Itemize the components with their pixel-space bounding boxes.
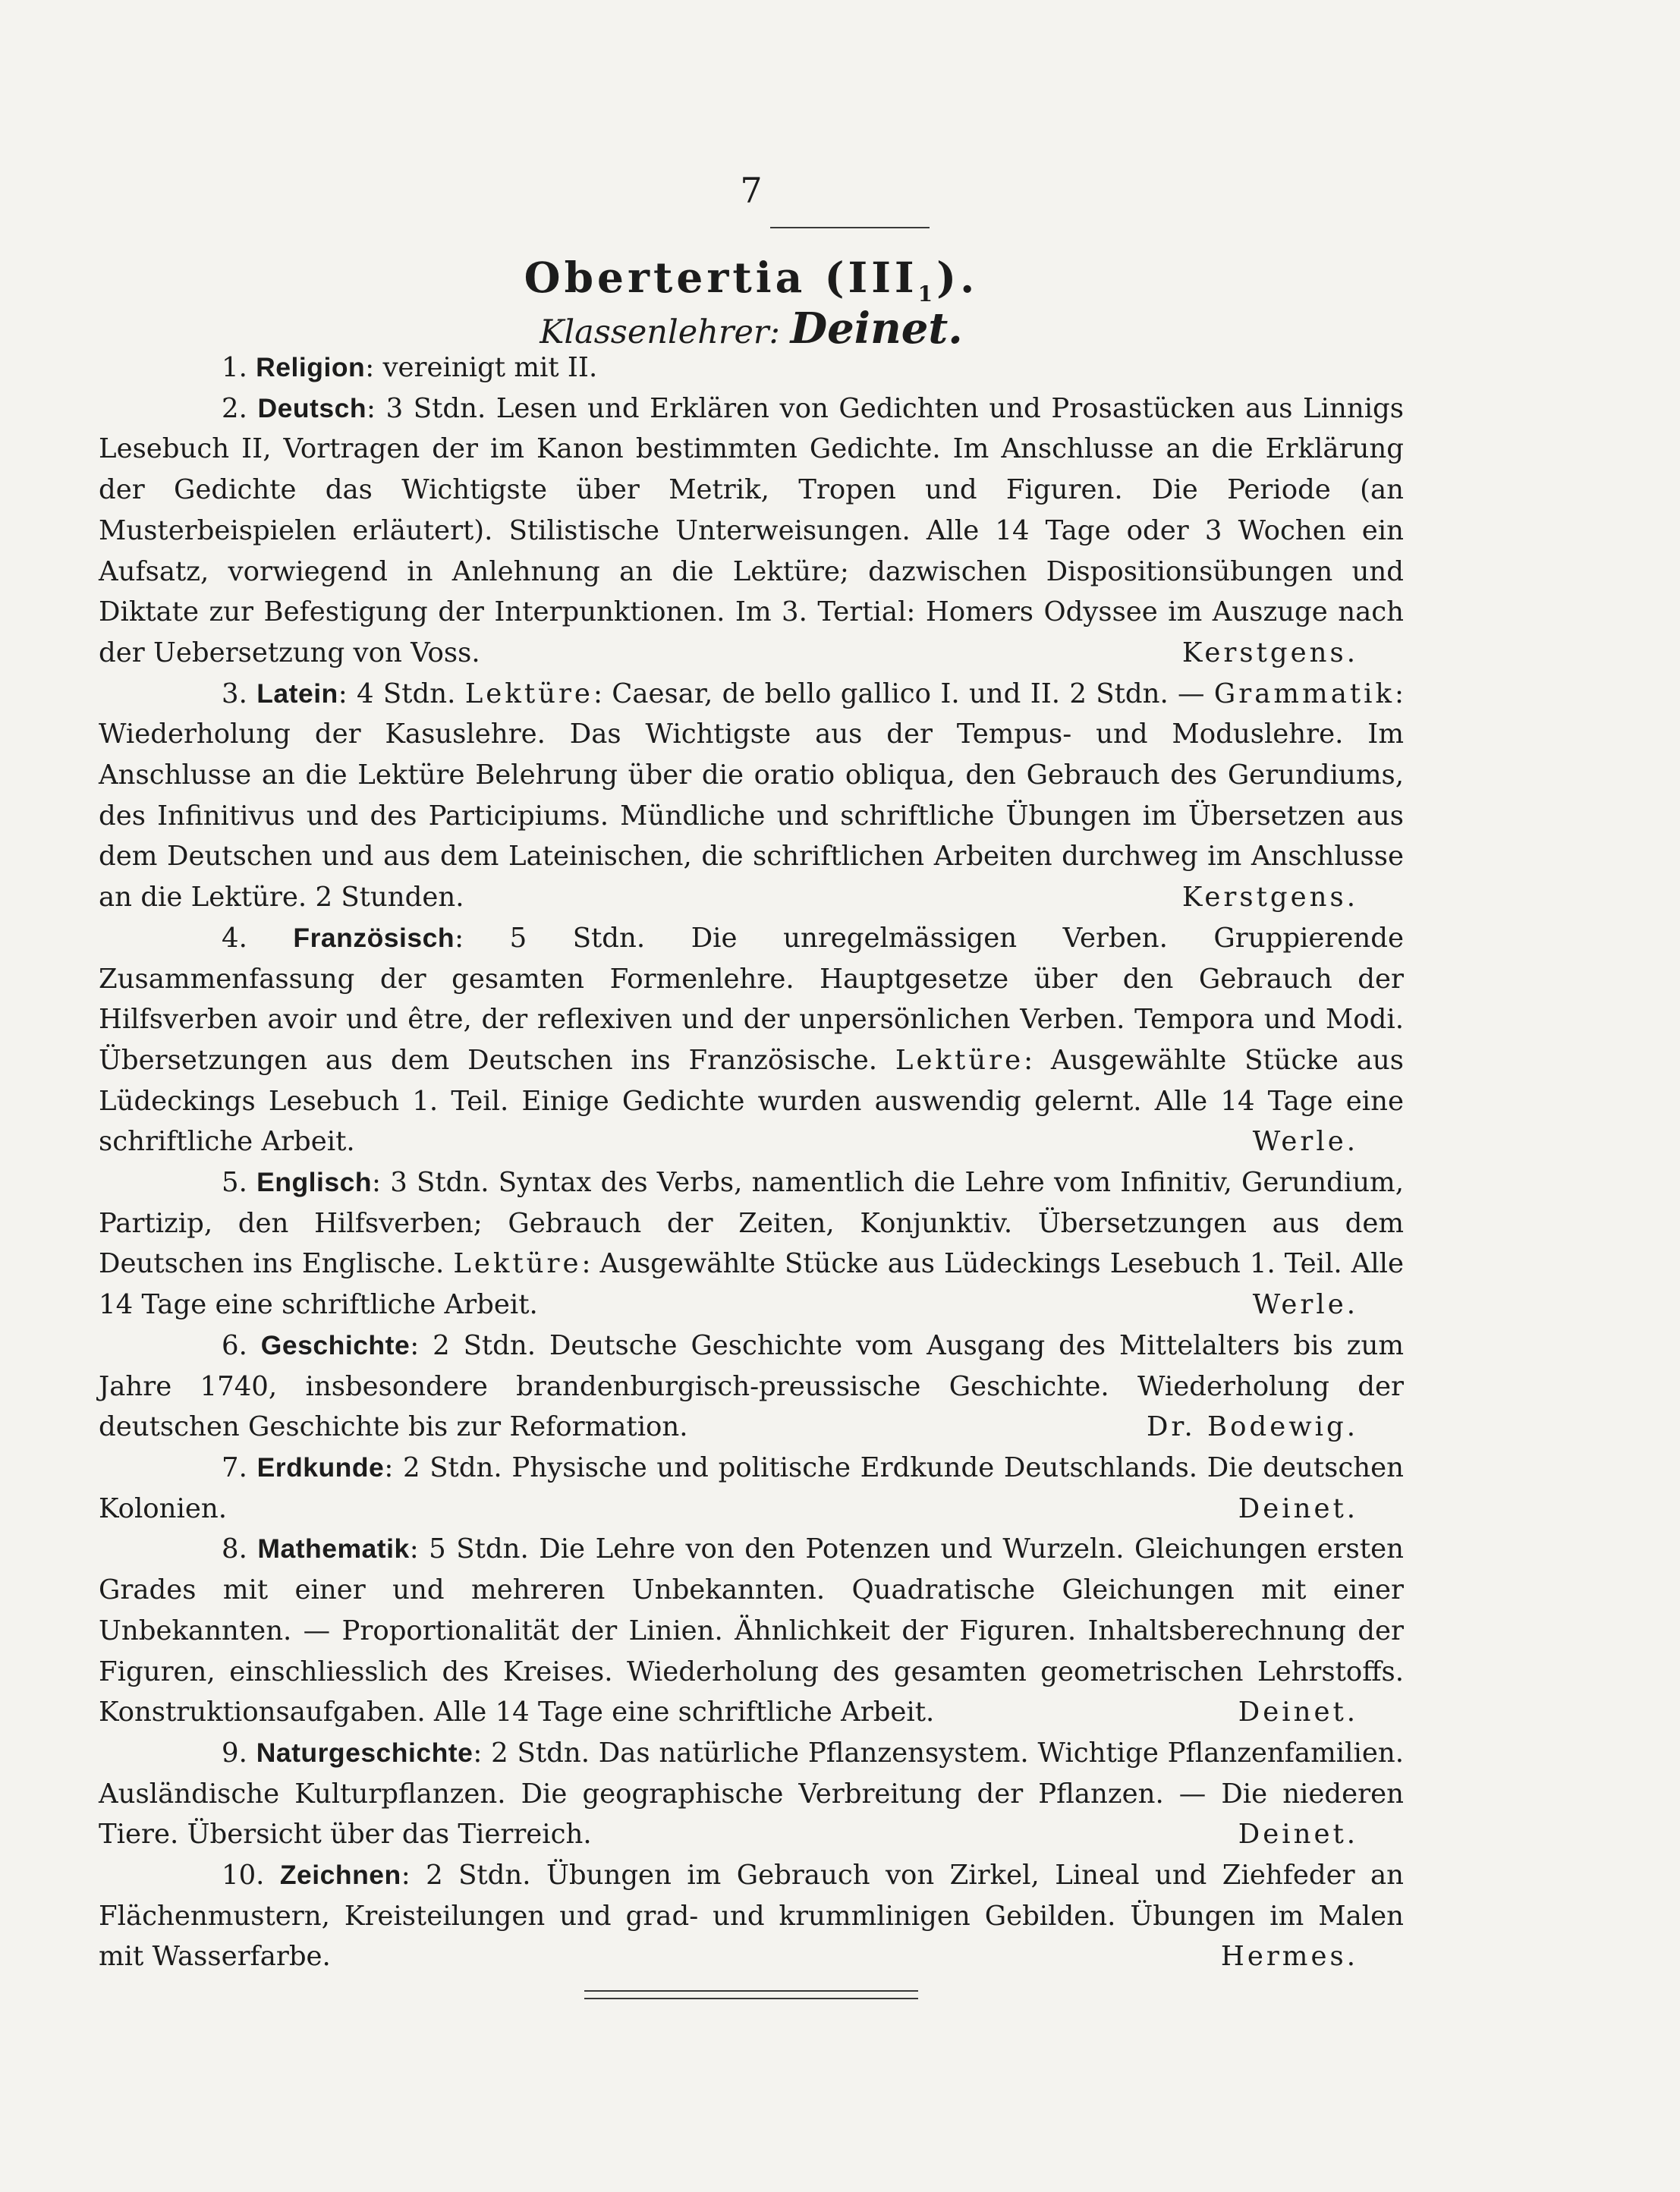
footer-double-rule bbox=[584, 1990, 918, 1999]
subject-entry-naturgeschichte: 9. Naturgeschichte: 2 Stdn. Das natürliche Pflanzensystem. Wichtige Pflanzenfamilien. Ausländische Kulturpflanzen. Die geographische Verbreitung der Pflanzen. — Die niederen Tiere. Übersicht über das Tierreich. Deinet. bbox=[99, 1733, 1404, 1855]
entry-text: : Wiederholung der Kasuslehre. Das Wichtigste aus der Tempus- und Moduslehre. Im Anschlusse an die Lektüre Belehrung über die oratio obliqua, den Gebrauch des Gerundiums, des Infinitivus und des Participiums. Mündliche und schriftliche Übungen im Übersetzen aus dem Deutschen und aus dem Lateinischen, die schriftlichen Arbeiten durchweg im Anschlusse an die Lektüre. 2 Stunden. bbox=[99, 678, 1404, 914]
class-teacher-name: Deinet. bbox=[790, 303, 963, 354]
entry-text: 2 Stdn. Deutsche Geschichte vom Ausgang des Mittelalters bis zum Jahre 1740, insbesondere brandenburgisch-preussische Geschichte. Wiederholung der deutschen Geschichte bis zur Reformation. bbox=[99, 1329, 1404, 1443]
subject-entry-englisch: 5. Englisch: 3 Stdn. Syntax des Verbs, namentlich die Lehre vom Infinitiv, Gerundium, Partizip, den Hilfsverben; Gebrauch der Zeiten, Konjunktiv. Übersetzungen aus dem Deutschen ins Englische. Lektüre: Ausgewählte Stücke aus Lüdeckings Lesebuch 1. Teil. Alle 14 Tage eine schriftliche Arbeit. Werle. bbox=[99, 1162, 1404, 1326]
entry-text: 5 Stdn. Die Lehre von den Potenzen und Wurzeln. Gleichungen ersten Grades mit einer und mehreren Unbekannten. Quadratische Gleichungen mit einer Unbekannten. — Proportionalität der Linien. Ähnlichkeit der Figuren. Inhaltsberechnung der Figuren, einschliesslich des Kreises. Wiederholung des gesamten geometrischen Lehrstoffs. Konstruktionsaufgaben. Alle 14 Tage eine schriftliche Arbeit. bbox=[99, 1533, 1404, 1728]
entry-label: Lektüre bbox=[895, 1044, 1024, 1076]
entry-number: 4. bbox=[222, 922, 247, 954]
subject-name: Mathematik bbox=[257, 1533, 410, 1565]
subject-list bbox=[99, 348, 1404, 1977]
teacher-name: Kerstgens. bbox=[1181, 882, 1358, 914]
subject-name: Geschichte bbox=[260, 1329, 411, 1360]
entry-number: 8. bbox=[222, 1533, 247, 1565]
subject-entry-erdkunde: 7. Erdkunde: 2 Stdn. Physische und politische Erdkunde Deutschlands. Die deutschen Kolonien. Deinet. bbox=[99, 1448, 1404, 1529]
teacher-name: Deinet. bbox=[1238, 1819, 1358, 1851]
subject-entry-mathematik: 8. Mathematik: 5 Stdn. Die Lehre von den Potenzen und Wurzeln. Gleichungen ersten Grades mit einer und mehreren Unbekannten. Quadratische Gleichungen mit einer Unbekannten. — Proportionalität der Linien. Ähnlichkeit der Figuren. Inhaltsberechnung der Figuren, einschliesslich des Kreises. Wiederholung des gesamten geometrischen Lehrstoffs. Konstruktionsaufgaben. Alle 14 Tage eine schriftliche Arbeit. Deinet. bbox=[99, 1529, 1404, 1733]
class-title-subscript: 1 bbox=[917, 281, 937, 307]
entry-text: : Ausgewählte Stücke aus Lüdeckings Lesebuch 1. Teil. Einige Gedichte wurden auswendig gelernt. Alle 14 Tage eine schriftliche Arbeit. bbox=[99, 1044, 1404, 1158]
class-title: Obertertia (III bbox=[524, 253, 918, 302]
teacher-name: Dr. Bodewig. bbox=[1146, 1411, 1358, 1443]
entry-label: Lektüre bbox=[464, 678, 593, 709]
entry-number: 3. bbox=[222, 678, 247, 709]
entry-number: 2. bbox=[222, 392, 247, 424]
subject-name: Naturgeschichte bbox=[256, 1737, 473, 1768]
entry-text: 3 Stdn. Lesen und Erklären von Gedichten und Prosastücken aus Linnigs Lesebuch II, Vortragen der im Kanon bestimmten Gedichte. Im Anschlusse an die Erklärung der Gedichte das Wichtigste über Metrik, Tropen und Figuren. Die Periode (an Musterbeispielen erläutert). Stilistische Unterweisungen. Alle 14 Tage oder 3 Wochen ein Aufsatz, vorwiegend in Anlehnung an die Lektüre; dazwischen Dispositionsübungen und Diktate zur Befestigung der Interpunktionen. Im 3. Tertial: Homers Odyssee im Auszuge nach der Uebersetzung von Voss. bbox=[99, 392, 1404, 668]
entry-text: 4 Stdn. bbox=[357, 678, 456, 709]
entry-number: 1. bbox=[222, 352, 247, 383]
entry-number: 6. bbox=[222, 1329, 247, 1361]
class-title-close: ). bbox=[936, 253, 979, 302]
entry-number: 7. bbox=[222, 1451, 247, 1483]
subject-entry-geschichte: 6. Geschichte: 2 Stdn. Deutsche Geschichte vom Ausgang des Mittelalters bis zum Jahre 1740, insbesondere brandenburgisch-preussische Geschichte. Wiederholung der deutschen Geschichte bis zur Reformation. Dr. Bodewig. bbox=[99, 1326, 1404, 1448]
entry-number: 10. bbox=[222, 1860, 265, 1892]
teacher-name: Werle. bbox=[1252, 1289, 1358, 1321]
entry-number: 9. bbox=[222, 1737, 247, 1769]
subject-entry-franzoesisch: 4. Französisch: 5 Stdn. Die unregelmässigen Verben. Gruppierende Zusammenfassung der gesamten Formenlehre. Hauptgesetze über den Gebrauch der Hilfsverben avoir und être, der reflexiven und der unpersönlichen Verben. Tempora und Modi. Übersetzungen aus dem Deutschen ins Französische. Lektüre: Ausgewählte Stücke aus Lüdeckings Lesebuch 1. Teil. Einige Gedichte wurden auswendig gelernt. Alle 14 Tage eine schriftliche Arbeit. Werle. bbox=[99, 918, 1404, 1162]
teacher-name: Deinet. bbox=[1238, 1492, 1358, 1524]
subject-name: Französisch bbox=[293, 922, 455, 953]
class-teacher-line bbox=[99, 303, 1404, 354]
header-rule bbox=[770, 227, 930, 228]
subject-name: Erdkunde bbox=[256, 1451, 385, 1483]
subject-name: Latein bbox=[256, 678, 338, 709]
subject-entry-latein: 3. Latein: 4 Stdn. Lektüre: Caesar, de bello gallico I. und II. 2 Stdn. — Grammatik: Wiederholung der Kasuslehre. Das Wichtigste aus der Tempus- und Moduslehre. Im Anschlusse an die Lektüre Belehrung über die oratio obliqua, den Gebrauch des Gerundiums, des Infinitivus und des Participiums. Mündliche und schriftliche Übungen im Übersetzen aus dem Deutschen und aus dem Lateinischen, die schriftlichen Arbeiten durchweg im Anschlusse an die Lektüre. 2 Stunden. Kerstgens. bbox=[99, 674, 1404, 918]
subject-name: Deutsch bbox=[257, 392, 367, 423]
subject-entry-religion: 1. Religion: vereinigt mit II. bbox=[222, 352, 598, 383]
subject-name: Religion bbox=[256, 352, 366, 382]
class-heading bbox=[99, 253, 1404, 307]
entry-text: 5 Stdn. Die unregelmässigen Verben. Gruppierende Zusammenfassung der gesamten Formenlehre. Hauptgesetze über den Gebrauch der Hilfsverben avoir und être, der reflexiven und der unpersönlichen Verben. Tempora und Modi. Übersetzungen aus dem Deutschen ins Französische. bbox=[99, 922, 1404, 1076]
subject-entry-zeichnen: 10. Zeichnen: 2 Stdn. Übungen im Gebrauch von Zirkel, Lineal und Ziehfeder an Flächenmustern, Kreisteilungen und grad- und krummlinigen Gebilden. Übungen im Malen mit Wasserfarbe. Hermes. bbox=[99, 1855, 1404, 1977]
subject-name: Englisch bbox=[256, 1167, 373, 1198]
entry-label: Grammatik bbox=[1213, 678, 1395, 709]
class-teacher-label: Klassenlehrer: bbox=[540, 313, 780, 351]
entry-text: 3 Stdn. Syntax des Verbs, namentlich die Lehre vom Infinitiv, Gerundium, Partizip, den Hilfsverben; Gebrauch der Zeiten, Konjunktiv. Übersetzungen aus dem Deutschen ins Englische. bbox=[99, 1167, 1405, 1280]
entry-text: : Ausgewählte Stücke aus Lüdeckings Lesebuch 1. Teil. Alle 14 Tage eine schriftliche Arbeit. bbox=[99, 1248, 1404, 1321]
page-number: 7 bbox=[740, 170, 763, 211]
entry-number: 5. bbox=[222, 1167, 247, 1199]
entry-text: vereinigt mit II. bbox=[382, 352, 598, 383]
teacher-name: Deinet. bbox=[1238, 1697, 1358, 1728]
entry-label: Lektüre bbox=[453, 1248, 582, 1280]
entry-text: 2 Stdn. Übungen im Gebrauch von Zirkel, Lineal und Ziehfeder an Flächenmustern, Kreisteilungen und grad- und krummlinigen Gebilden. Übungen im Malen mit Wasserfarbe. bbox=[99, 1860, 1404, 1973]
entry-text: 2 Stdn. Physische und politische Erdkunde Deutschlands. Die deutschen Kolonien. bbox=[99, 1451, 1404, 1524]
teacher-name: Kerstgens. bbox=[1181, 637, 1358, 668]
teacher-name: Hermes. bbox=[1220, 1941, 1358, 1973]
entry-text: : Caesar, de bello gallico I. und II. 2 Stdn. — bbox=[593, 678, 1205, 709]
entry-text: 2 Stdn. Das natürliche Pflanzensystem. Wichtige Pflanzenfamilien. Ausländische Kulturpflanzen. Die geographische Verbreitung der Pflanzen. — Die niederen Tiere. Übersicht über das Tierreich. bbox=[99, 1737, 1404, 1851]
subject-entry-deutsch: 2. Deutsch: 3 Stdn. Lesen und Erklären von Gedichten und Prosastücken aus Linnigs Lesebuch II, Vortragen der im Kanon bestimmten Gedichte. Im Anschlusse an die Erklärung der Gedichte das Wichtigste über Metrik, Tropen und Figuren. Die Periode (an Musterbeispielen erläutert). Stilistische Unterweisungen. Alle 14 Tage oder 3 Wochen ein Aufsatz, vorwiegend in Anlehnung an die Lektüre; dazwischen Dispositionsübungen und Diktate zur Befestigung der Interpunktionen. Im 3. Tertial: Homers Odyssee im Auszuge nach der Uebersetzung von Voss. Kerstgens. bbox=[99, 388, 1404, 674]
teacher-name: Werle. bbox=[1252, 1126, 1358, 1158]
subject-name: Zeichnen bbox=[279, 1860, 401, 1891]
